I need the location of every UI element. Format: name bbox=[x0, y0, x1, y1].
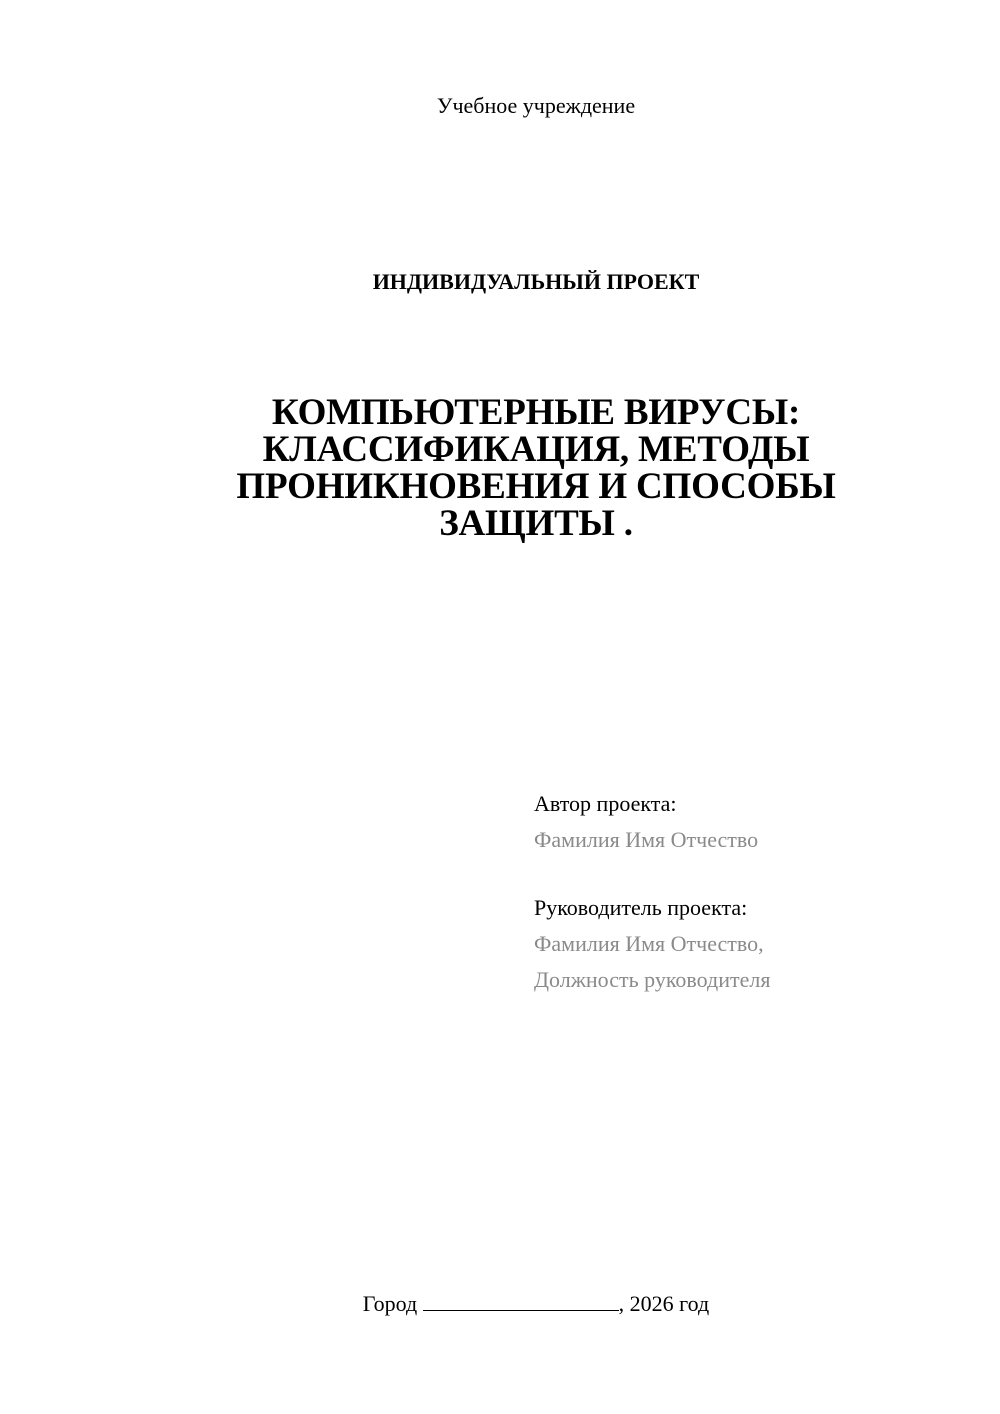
author-block bbox=[534, 786, 954, 858]
supervisor-block bbox=[534, 890, 954, 998]
supervisor-label: Руководитель проекта: bbox=[534, 895, 748, 920]
project-title bbox=[200, 394, 872, 542]
footer-city-year bbox=[0, 1288, 1000, 1319]
project-type-heading: ИНДИВИДУАЛЬНЫЙ ПРОЕКТ bbox=[372, 269, 700, 294]
supervisor-name: Фамилия Имя Отчество, bbox=[534, 931, 764, 956]
city-label: Город bbox=[362, 1291, 418, 1316]
author-label: Автор проекта: bbox=[534, 791, 677, 816]
project-title-line: КОМПЬЮТЕРНЫЕ ВИРУСЫ: bbox=[271, 392, 801, 433]
author-name: Фамилия Имя Отчество bbox=[534, 827, 759, 852]
supervisor-position: Должность руководителя bbox=[534, 967, 771, 992]
year-text: , 2026 год bbox=[618, 1291, 710, 1316]
project-title-line: КЛАССИФИКАЦИЯ, МЕТОДЫ bbox=[262, 429, 810, 470]
project-title-line: ПРОНИКНОВЕНИЯ И СПОСОБЫ bbox=[236, 466, 836, 507]
project-title-line: ЗАЩИТЫ . bbox=[439, 503, 633, 544]
city-blank-line bbox=[423, 1288, 619, 1311]
institution-name: Учебное учреждение bbox=[436, 93, 636, 118]
